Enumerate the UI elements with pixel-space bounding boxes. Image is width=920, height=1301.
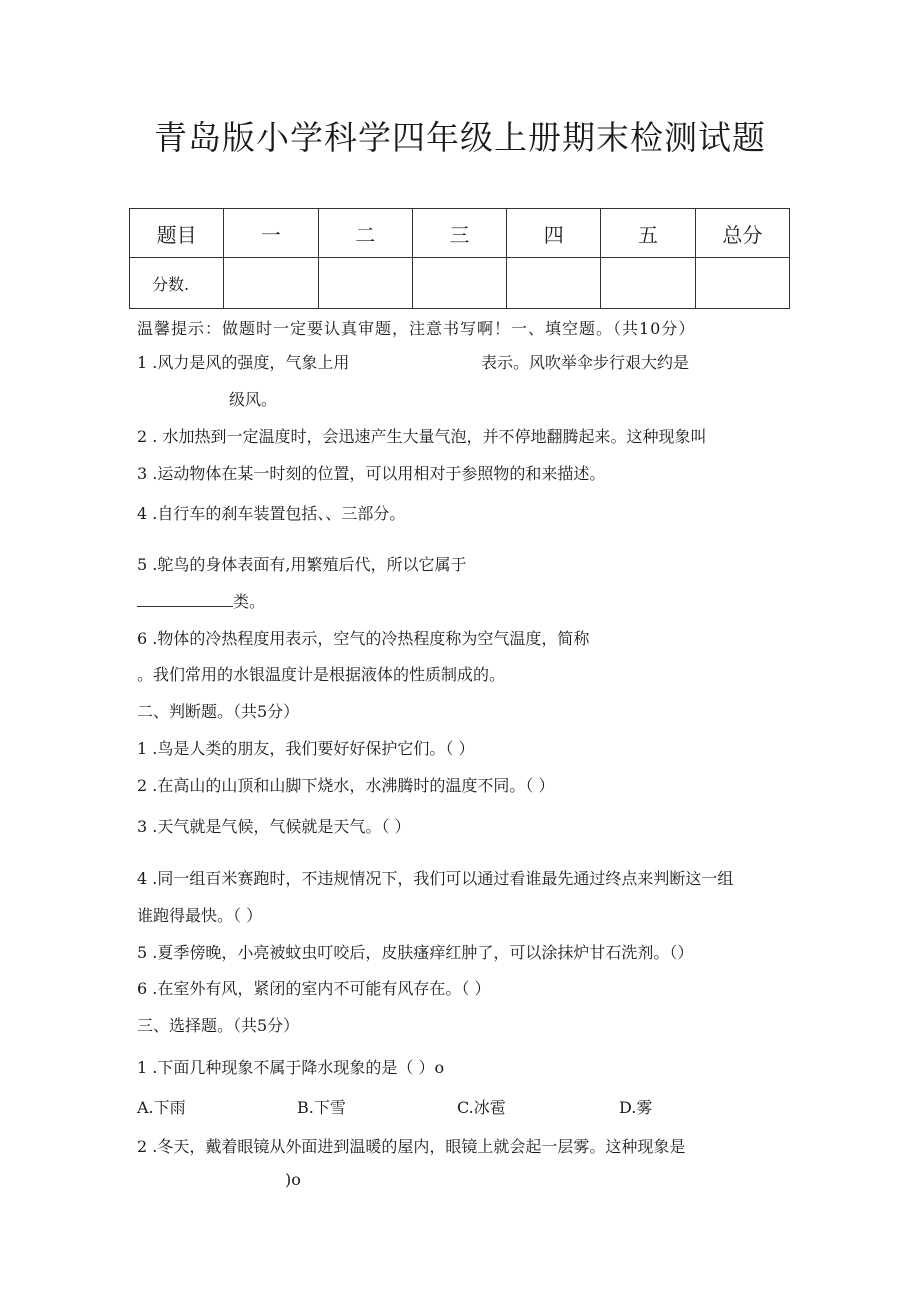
header-cell-3: 三	[412, 209, 506, 258]
section-3-heading: 三、选择题。（共5分）	[137, 1016, 300, 1035]
score-input-3[interactable]	[412, 258, 506, 309]
score-table-header-row	[130, 209, 790, 258]
score-input-5[interactable]	[601, 258, 695, 309]
question-2-4-part-a: 4 .同一组百米赛跑时，不违规情况下，我们可以通过看谁最先通过终点来判断这一组	[137, 869, 734, 888]
option-b: B.下雪	[297, 1098, 346, 1117]
question-1-1-part-c: 级风。	[229, 390, 278, 409]
header-cell-2: 二	[318, 209, 412, 258]
question-1-5-part-b: 类。	[233, 592, 266, 611]
question-1-4: 4 .自行车的刹车装置包括、、三部分。	[137, 504, 406, 523]
score-row-label: 分数.	[130, 258, 224, 309]
header-cell-4: 四	[507, 209, 601, 258]
score-table-score-row	[130, 258, 790, 309]
section-2-heading: 二、判断题。（共5分）	[137, 702, 300, 721]
question-2-6: 6 .在室外有风，紧闭的室内不可能有风存在。（ ）	[137, 979, 491, 998]
question-1-2: 2 . 水加热到一定温度时，会迅速产生大量气泡，并不停地翻腾起来。这种现象叫	[137, 427, 707, 446]
header-cell-5: 五	[601, 209, 695, 258]
tip-line: 温馨提示：做题时一定要认真审题，注意书写啊！一、填空题。（共10分）	[137, 319, 696, 338]
option-c: C.冰雹	[457, 1098, 506, 1117]
score-input-2[interactable]	[318, 258, 412, 309]
score-input-1[interactable]	[224, 258, 318, 309]
question-3-1: 1 .下面几种现象不属于降水现象的是（ ）o	[137, 1058, 445, 1077]
header-cell-subject: 题目	[130, 209, 224, 258]
option-d: D.雾	[619, 1098, 653, 1117]
question-1-1-part-a: 1 .风力是风的强度，气象上用	[137, 353, 350, 372]
header-cell-total: 总分	[695, 209, 789, 258]
question-3-2-part-b: )o	[285, 1170, 301, 1189]
question-2-1: 1 .鸟是人类的朋友，我们要好好保护它们。（ ）	[137, 739, 475, 758]
question-1-5-part-a: 5 .鸵鸟的身体表面有,用繁殖后代，所以它属于	[137, 555, 467, 574]
question-2-5: 5 .夏季傍晚，小亮被蚊虫叮咬后，皮肤瘙痒红肿了，可以涂抹炉甘石洗剂。（）	[137, 943, 694, 962]
question-2-3: 3 .天气就是气候，气候就是天气。（ ）	[137, 817, 411, 836]
question-3-2-part-a: 2 .冬天，戴着眼镜从外面进到温暖的屋内，眼镜上就会起一层雾。这种现象是	[137, 1137, 686, 1156]
page-title: 青岛版小学科学四年级上册期末检测试题	[154, 118, 766, 157]
option-a: A.下雨	[137, 1098, 186, 1117]
answer-blank[interactable]	[137, 592, 233, 607]
score-input-4[interactable]	[507, 258, 601, 309]
question-1-5-part-b-row	[137, 589, 265, 612]
question-1-6-part-a: 6 .物体的冷热程度用表示，空气的冷热程度称为空气温度，简称	[137, 629, 590, 648]
question-2-4-part-b: 谁跑得最快。（ ）	[137, 906, 263, 925]
score-input-total[interactable]	[695, 258, 789, 309]
question-2-2: 2 .在高山的山顶和山脚下烧水，水沸腾时的温度不同。（ ）	[137, 776, 555, 795]
score-table	[129, 208, 790, 309]
question-1-3: 3 .运动物体在某一时刻的位置，可以用相对于参照物的和来描述。	[137, 464, 606, 483]
header-cell-1: 一	[224, 209, 318, 258]
question-1-1-part-b: 表示。风吹举伞步行艰大约是	[481, 353, 690, 372]
question-1-6-part-b: 。我们常用的水银温度计是根据液体的性质制成的。	[137, 665, 506, 684]
